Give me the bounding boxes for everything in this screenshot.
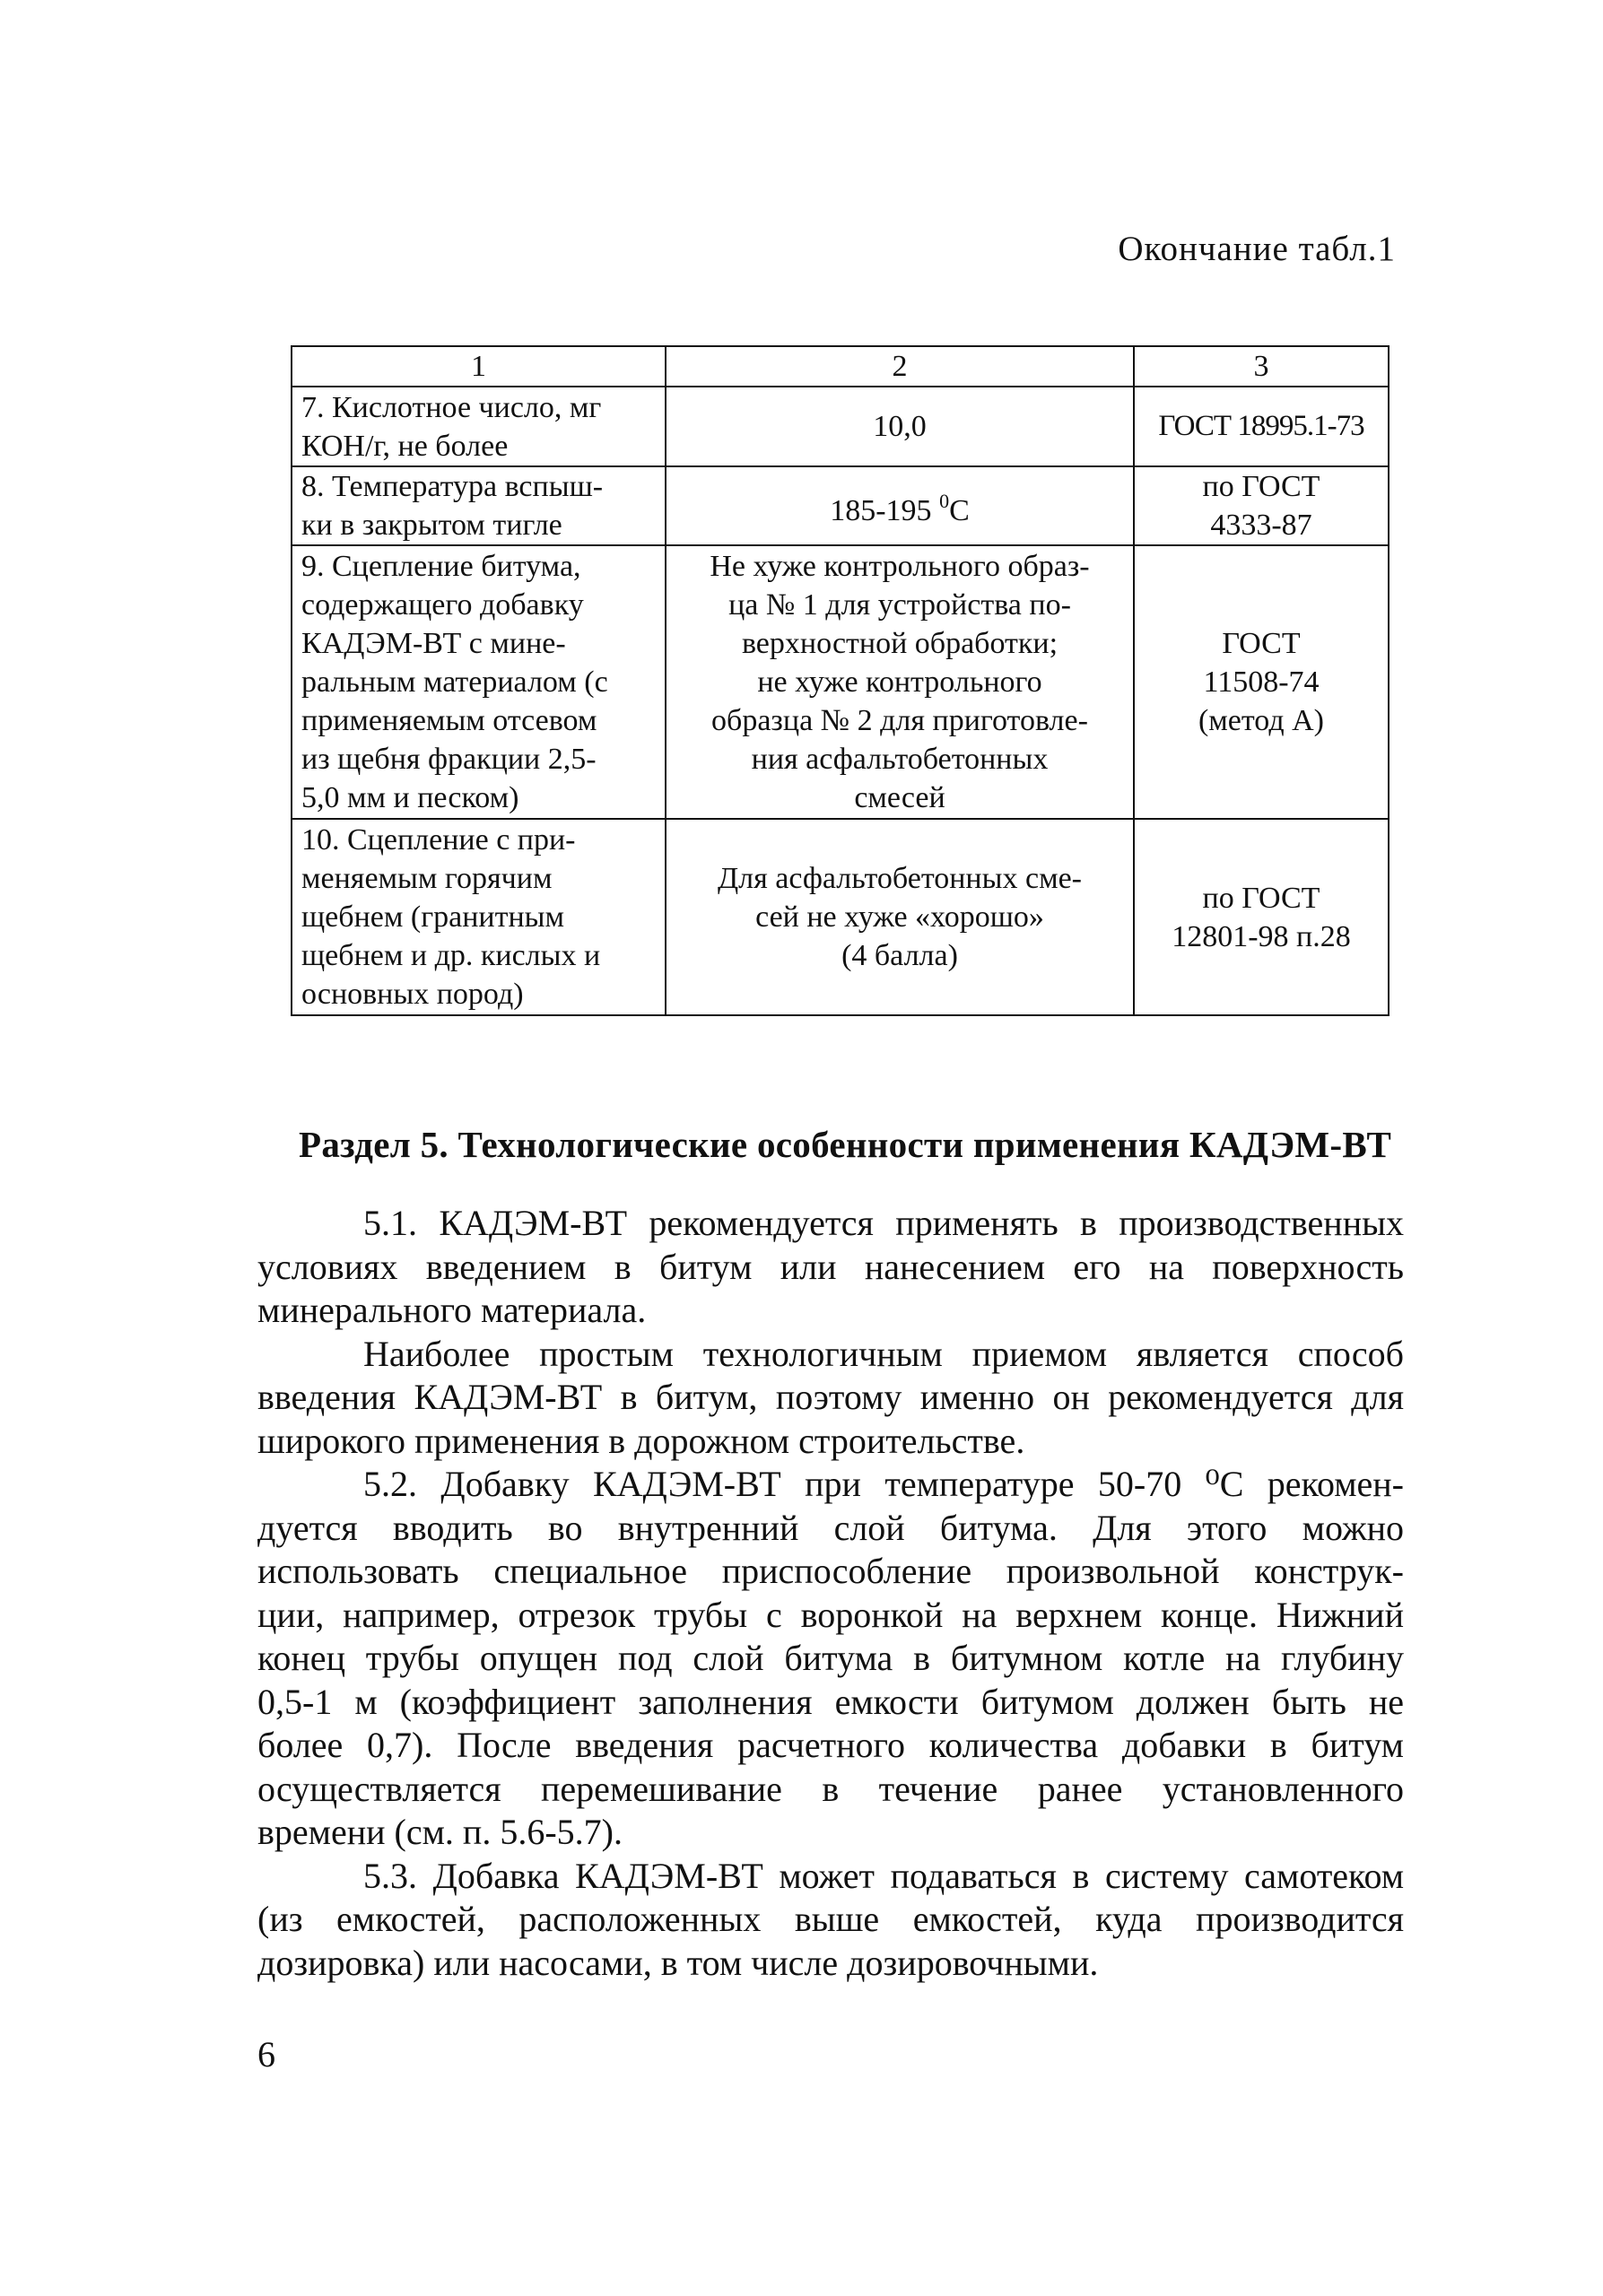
text-line: осуществляется перемешивание в течение ранее установленного <box>257 1768 1404 1809</box>
text-line: ции, например, отрезок трубы с воронкой на верхнем конце. Нижний <box>257 1594 1404 1635</box>
text-line: конец трубы опущен под слой битума в битумном котле на глубину <box>257 1638 1404 1678</box>
text-line: введения КАДЭМ-ВТ в битум, поэтому именно он рекомендуется для <box>257 1377 1404 1417</box>
column-header: 1 <box>292 346 666 387</box>
text-line: 5.3. Добавка КАДЭМ-ВТ может подаваться в систему самотеком <box>363 1855 1404 1896</box>
indicator-cell: 10. Сцепление с при- меняемым горячим щебнем (гранитным щебнем и др. кислых и основных пород) <box>292 819 666 1015</box>
text-line: 0,5-1 м (коэффициент заполнения емкости битумом должен быть не <box>257 1681 1404 1722</box>
text-line: дозировка) или насосами, в том числе дозировочными. <box>257 1942 1099 1983</box>
text-line: 5.2. Добавку КАДЭМ-ВТ при температуре 50-70 ⁰С рекомен- <box>363 1464 1404 1504</box>
method-cell: ГОСТ 11508-74 (метод А) <box>1134 545 1389 819</box>
text-line: более 0,7). После введения расчетного количества добавки в битум <box>257 1725 1404 1765</box>
temperature-unit: С <box>949 494 970 527</box>
indicator-cell: 7. Кислотное число, мг КОН/г, не более <box>292 387 666 466</box>
table-row <box>292 545 1389 819</box>
text-line: условиях введением в битум или нанесением его на поверхность <box>257 1246 1404 1287</box>
text-line: (из емкостей, расположенных выше емкостей, куда производится <box>257 1899 1404 1939</box>
indicator-cell: 8. Температура вспыш- ки в закрытом тигле <box>292 466 666 545</box>
text-line: времени (см. п. 5.6-5.7). <box>257 1812 623 1852</box>
table-row <box>292 466 1389 545</box>
body-text <box>257 1202 1404 1985</box>
value-cell <box>666 466 1134 545</box>
text-line: дуется вводить во внутренний слой битума. Для этого можно <box>257 1507 1404 1548</box>
table-row <box>292 387 1389 466</box>
section-heading: Раздел 5. Технологические особенности применения КАДЭМ-ВТ <box>299 1124 1392 1165</box>
temperature-value: 185-195 <box>830 494 932 527</box>
paragraph <box>257 1202 1404 1333</box>
properties-table <box>291 345 1390 1016</box>
paragraph <box>257 1855 1404 1986</box>
text-line: использовать специальное приспособление произвольной конструк- <box>257 1551 1404 1591</box>
paragraph <box>257 1333 1404 1464</box>
column-header: 3 <box>1134 346 1389 387</box>
degree-superscript: 0 <box>939 490 950 512</box>
value-cell: Не хуже контрольного образ- ца № 1 для устройства по- верхностной обработки; не хуже контрольного образца № 2 для приготовле- ния асфальтобетонных смесей <box>666 545 1134 819</box>
text-line: широкого применения в дорожном строительстве. <box>257 1420 1025 1461</box>
value-cell: Для асфальтобетонных сме- сей не хуже «хорошо» (4 балла) <box>666 819 1134 1015</box>
indicator-cell: 9. Сцепление битума, содержащего добавку КАДЭМ-ВТ с мине- ральным материалом (с применяемым отсевом из щебня фракции 2,5- 5,0 мм и песком) <box>292 545 666 819</box>
text-line: 5.1. КАДЭМ-ВТ рекомендуется применять в производственных <box>363 1203 1404 1243</box>
paragraph <box>257 1463 1404 1855</box>
text-line: минерального материала. <box>257 1290 647 1330</box>
column-header: 2 <box>666 346 1134 387</box>
value-cell: 10,0 <box>666 387 1134 466</box>
table-row <box>292 819 1389 1015</box>
table-continuation-label: Окончание табл.1 <box>1118 230 1396 268</box>
method-cell: по ГОСТ 12801-98 п.28 <box>1134 819 1389 1015</box>
page-number: 6 <box>257 2034 275 2074</box>
method-cell: ГОСТ 18995.1-73 <box>1134 387 1389 466</box>
text-line: Наиболее простым технологичным приемом является способ <box>363 1333 1404 1374</box>
method-cell: по ГОСТ 4333-87 <box>1134 466 1389 545</box>
table-header-row <box>292 346 1389 387</box>
